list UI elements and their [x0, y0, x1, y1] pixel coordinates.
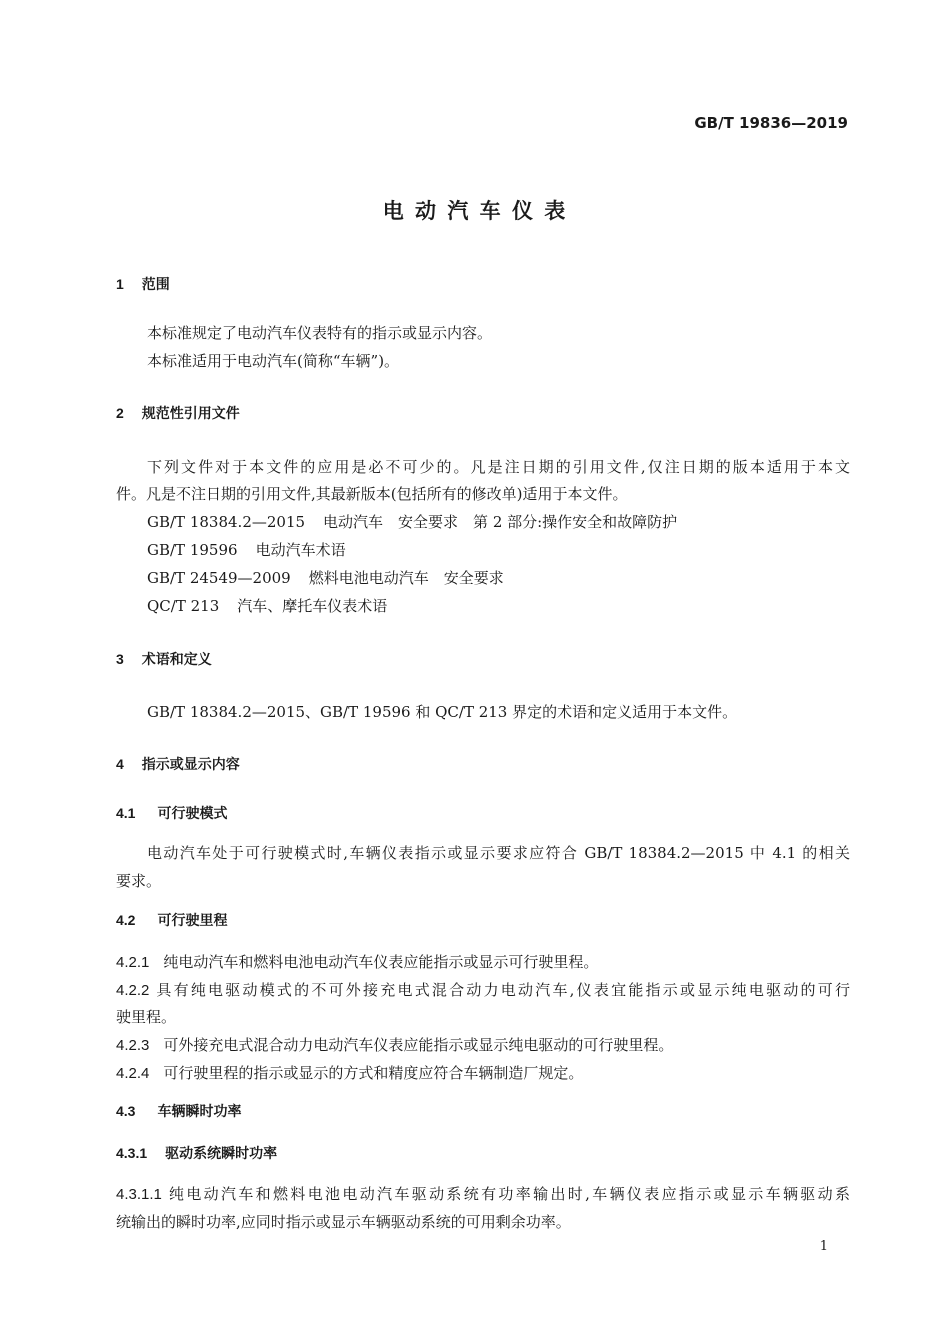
page-number: 1: [819, 1239, 828, 1254]
reference-item: GB/T 24549—2009 燃料电池电动汽车 安全要求: [147, 569, 504, 587]
clause-4-3-1-1: 4.3.1.1 纯电动汽车和燃料电池电动汽车驱动系统有功率输出时,车辆仪表应指示或显示车辆驱动系: [116, 1185, 850, 1203]
standard-number: GB/T 19836—2019: [694, 114, 848, 132]
reference-item: GB/T 18384.2—2015 电动汽车 安全要求 第 2 部分:操作安全和故障防护: [147, 513, 678, 531]
section-3-heading: 3 术语和定义: [116, 651, 212, 668]
paragraph: 电动汽车处于可行驶模式时,车辆仪表指示或显示要求应符合 GB/T 18384.2—2015 中 4.1 的相关: [147, 844, 850, 862]
clause-4-2-2: 4.2.2 具有纯电驱动模式的不可外接充电式混合动力电动汽车,仪表宜能指示或显示纯电驱动的可行: [116, 981, 850, 999]
clause-4-2-2-cont: 驶里程。: [116, 1008, 177, 1026]
clause-4-2-3: 4.2.3 可外接充电式混合动力电动汽车仪表应能指示或显示纯电驱动的可行驶里程。: [116, 1036, 674, 1054]
section-4-1-heading: 4.1 可行驶模式: [116, 805, 228, 822]
clause-4-2-4: 4.2.4 可行驶里程的指示或显示的方式和精度应符合车辆制造厂规定。: [116, 1064, 584, 1082]
section-2-heading: 2 规范性引用文件: [116, 405, 240, 422]
reference-item: GB/T 19596 电动汽车术语: [147, 541, 346, 559]
paragraph: 本标准适用于电动汽车(简称“车辆”)。: [147, 352, 400, 370]
clause-4-3-1-1-cont: 统输出的瞬时功率,应同时指示或显示车辆驱动系统的可用剩余功率。: [116, 1213, 571, 1231]
section-4-2-heading: 4.2 可行驶里程: [116, 912, 228, 929]
paragraph: 件。凡是不注日期的引用文件,其最新版本(包括所有的修改单)适用于本文件。: [116, 485, 628, 503]
paragraph: 本标准规定了电动汽车仪表特有的指示或显示内容。: [147, 324, 493, 342]
clause-4-2-1: 4.2.1 纯电动汽车和燃料电池电动汽车仪表应能指示或显示可行驶里程。: [116, 953, 599, 971]
reference-item: QC/T 213 汽车、摩托车仪表术语: [147, 597, 388, 615]
page-title: 电 动 汽 车 仪 表: [382, 199, 568, 223]
paragraph: GB/T 18384.2—2015、GB/T 19596 和 QC/T 213 界定的术语和定义适用于本文件。: [147, 703, 738, 721]
section-4-heading: 4 指示或显示内容: [116, 756, 240, 773]
section-4-3-1-heading: 4.3.1 驱动系统瞬时功率: [116, 1145, 278, 1162]
section-1-heading: 1 范围: [116, 276, 170, 293]
section-4-3-heading: 4.3 车辆瞬时功率: [116, 1103, 242, 1120]
paragraph: 要求。: [116, 872, 162, 890]
paragraph: 下列文件对于本文件的应用是必不可少的。凡是注日期的引用文件,仅注日期的版本适用于本文: [147, 458, 850, 476]
